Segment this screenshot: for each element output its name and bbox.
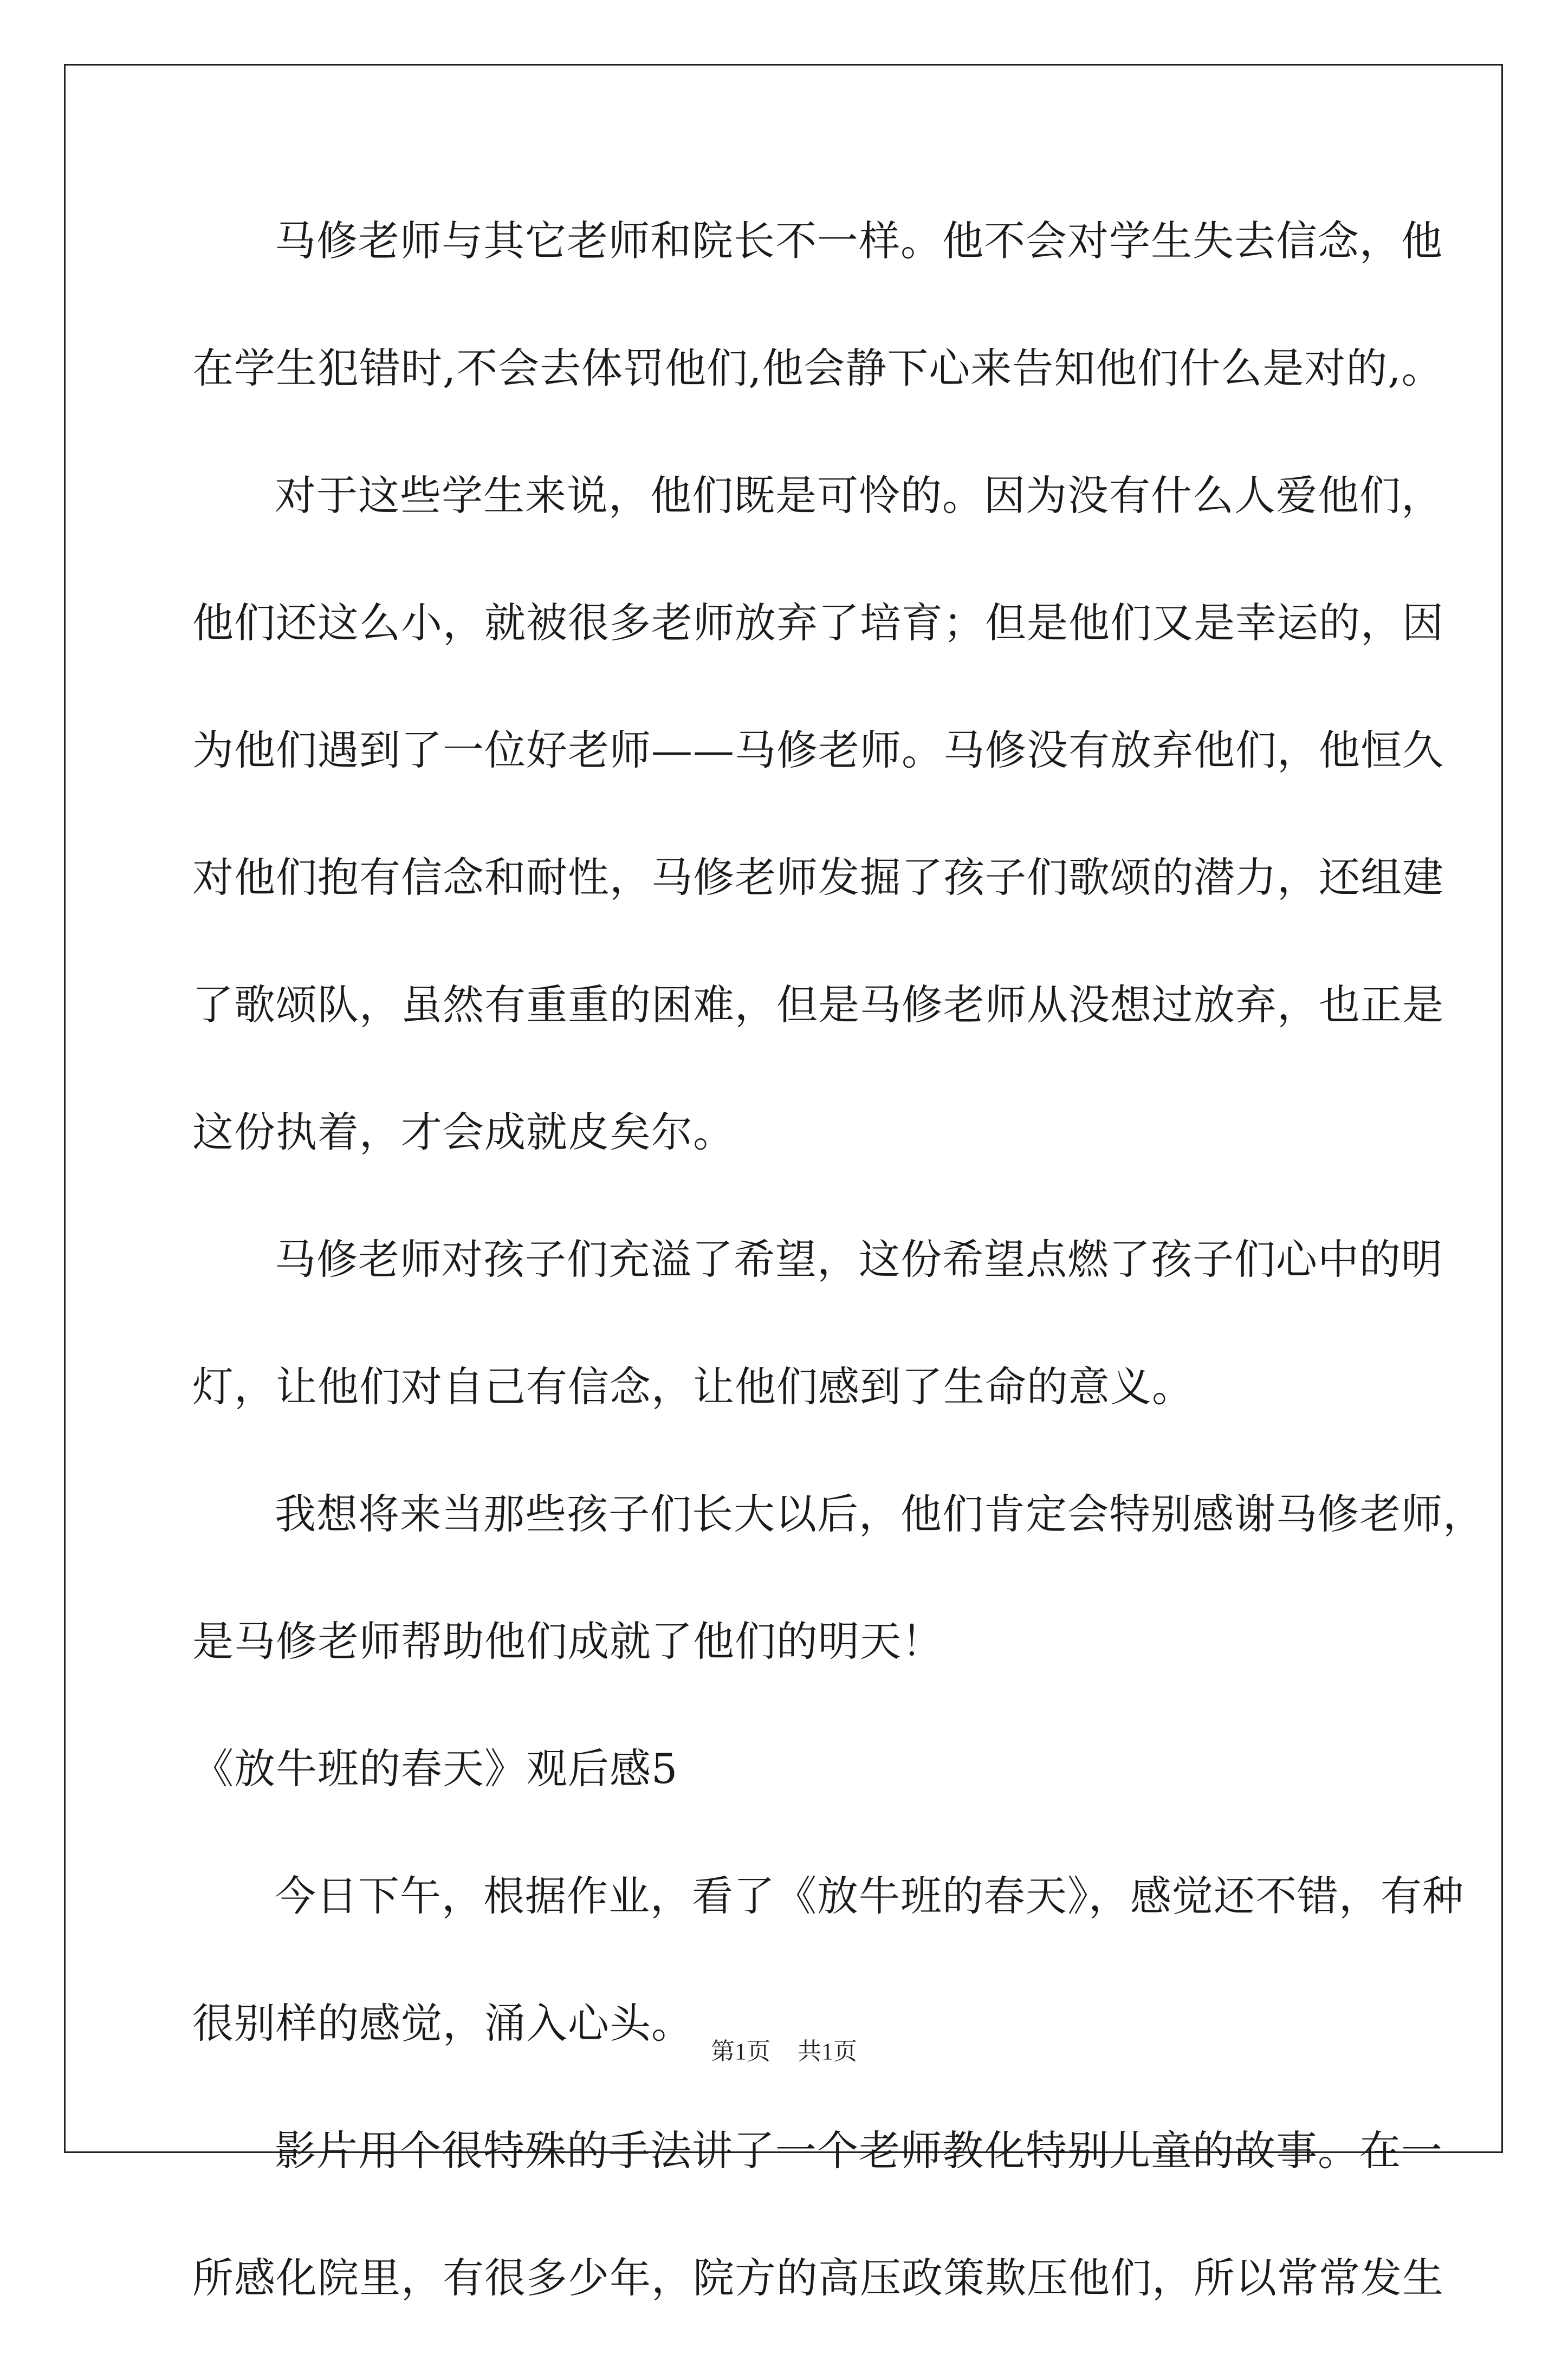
text-line: 今日下午，根据作业，看了《放牛班的春天》，感觉还不错，有种 (275, 1872, 1464, 1920)
section-heading: 《放牛班的春天》观后感5 (192, 1745, 678, 1793)
text-line: 这份执着，才会成就皮矣尔。 (192, 1108, 735, 1156)
text-line: 在学生犯错时,不会去体罚他们,他会静下心来告知他们什么是对的,。 (192, 344, 1443, 392)
page-number: 第1页 (711, 2038, 770, 2065)
text-line: 我想将来当那些孩子们长大以后，他们肯定会特别感谢马修老师， (275, 1490, 1485, 1538)
text-line: 了歌颂队，虽然有重重的困难，但是马修老师从没想过放弃，也正是 (192, 981, 1444, 1029)
text-line: 很别样的感觉，涌入心头。 (192, 1999, 693, 2047)
text-line: 灯，让他们对自己有信念，让他们感到了生命的意义。 (192, 1363, 1194, 1411)
text-line: 是马修老师帮助他们成就了他们的明天！ (192, 1617, 943, 1665)
text-line: 所感化院里，有很多少年，院方的高压政策欺压他们，所以常常发生 (192, 2254, 1444, 2302)
text-line: 马修老师对孩子们充溢了希望，这份希望点燃了孩子们心中的明 (275, 1235, 1443, 1283)
page-total: 共1页 (798, 2038, 857, 2065)
text-line: 马修老师与其它老师和院长不一样。他不会对学生失去信念，他 (275, 217, 1443, 265)
text-line: 影片用个很特殊的手法讲了一个老师教化特别儿童的故事。在一 (275, 2126, 1443, 2175)
text-line: 为他们遇到了一位好老师——马修老师。马修没有放弃他们，他恒久 (192, 726, 1444, 774)
text-line: 对他们抱有信念和耐性，马修老师发掘了孩子们歌颂的潜力，还组建 (192, 853, 1444, 902)
page-footer (0, 2032, 1568, 2066)
text-line: 他们还这么小，就被很多老师放弃了培育；但是他们又是幸运的，因 (192, 599, 1444, 647)
text-line: 对于这些学生来说，他们既是可怜的。因为没有什么人爱他们， (275, 471, 1443, 520)
